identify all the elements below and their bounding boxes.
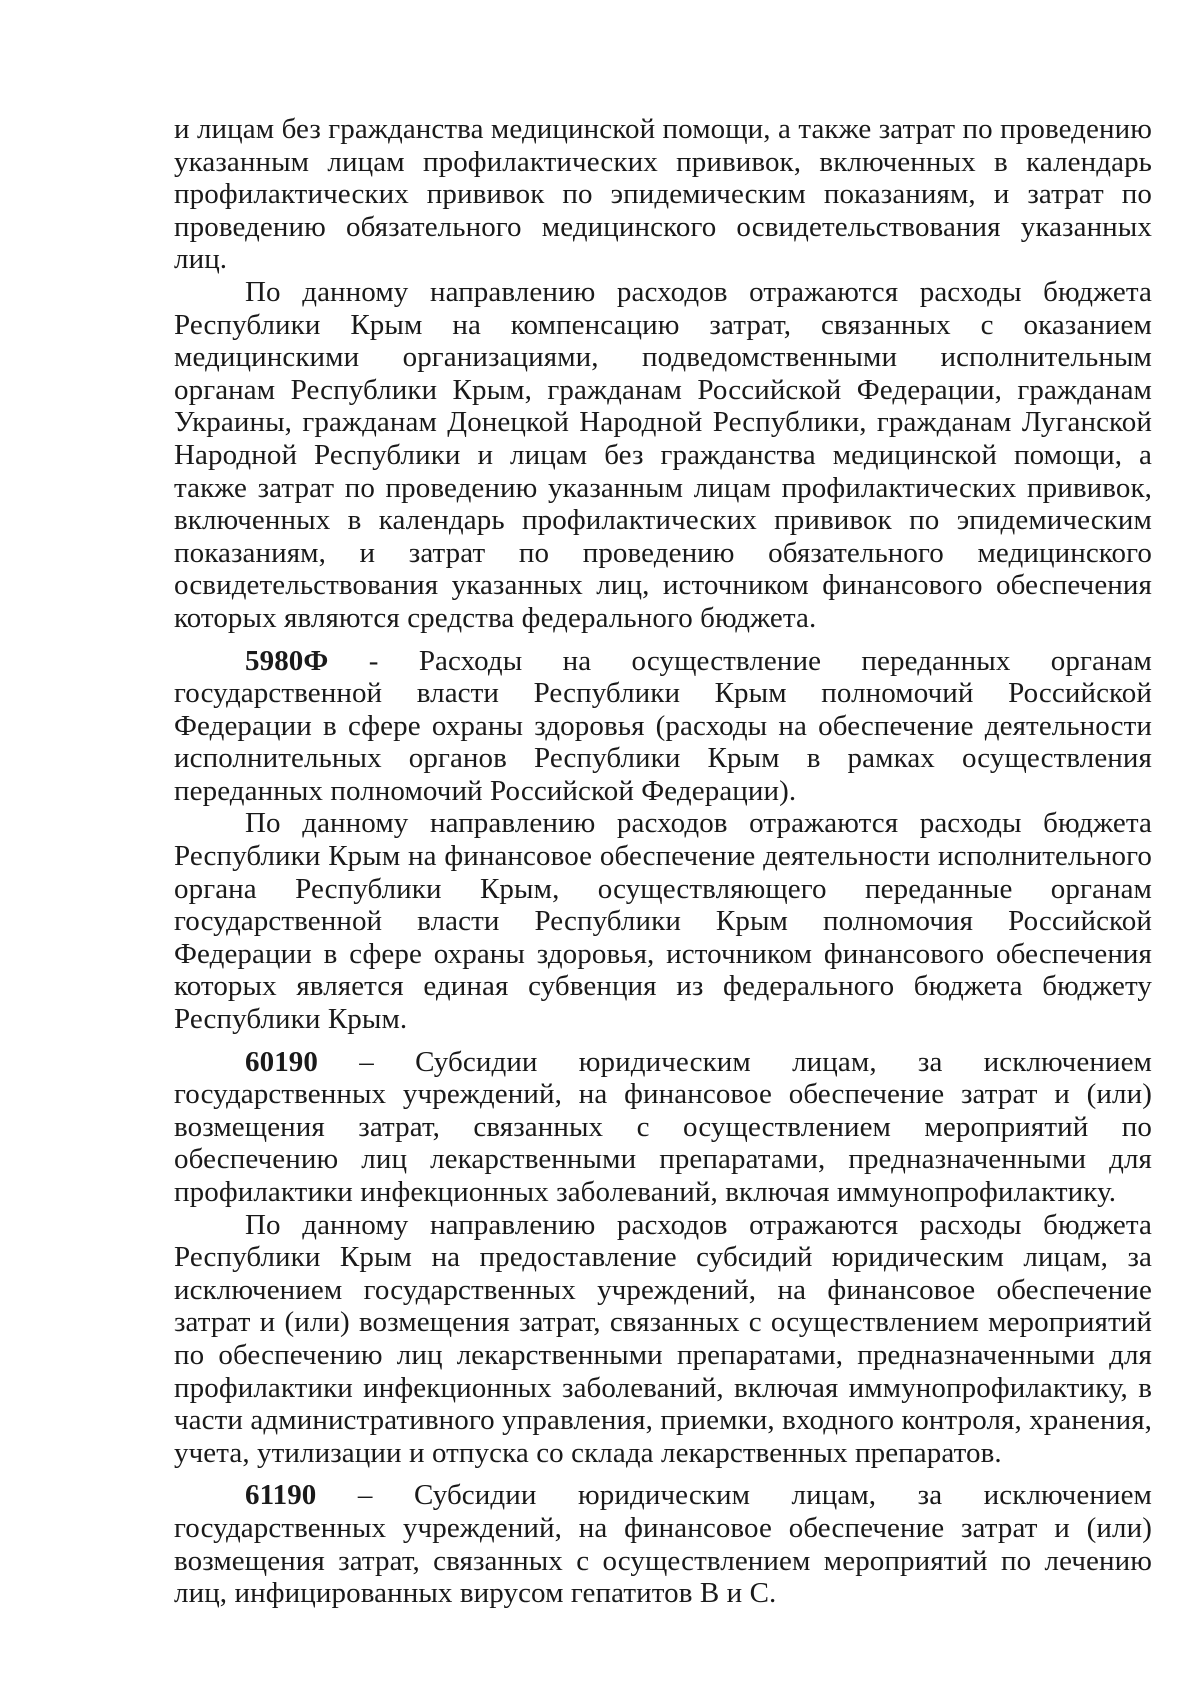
paragraph-continuation — [174, 113, 1152, 276]
paragraph-description — [174, 276, 1152, 635]
expense-code: 60190 — [245, 1045, 318, 1078]
paragraph-text: Субсидии юридическим лицам, за исключением государственных учреждений, на финансовое обеспечение затрат и (или) возмещения затрат, связанных с осуществлением мероприятий по обеспечению лиц лекарственными препаратами, предназначенными для профилактики инфекционных заболеваний, включая иммунопрофилактику. — [174, 1045, 1152, 1208]
paragraph-code-60190 — [174, 1046, 1152, 1209]
code-separator: – — [318, 1045, 416, 1078]
code-separator: - — [328, 644, 419, 677]
paragraph-text: По данному направлению расходов отражаются расходы бюджета Республики Крым на предоставление субсидий юридическим лицам, за исключением государственных учреждений, на финансовое обеспечение затрат и (или) возмещения затрат, связанных с осуществлением мероприятий по обеспечению лиц лекарственными препаратами, предназначенными для профилактики инфекционных заболеваний, включая иммунопрофилактику, в части административного управления, приемки, входного контроля, хранения, учета, утилизации и отпуска со склада лекарственных препаратов. — [174, 1208, 1152, 1469]
paragraph-text: и лицам без гражданства медицинской помощи, а также затрат по проведению указанным лицам профилактических прививок, включенных в календарь профилактических прививок по эпидемическим показаниям, и затрат по проведению обязательного медицинского освидетельствования указанных лиц. — [174, 113, 1152, 276]
paragraph-text: По данному направлению расходов отражаются расходы бюджета Республики Крым на финансовое обеспечение деятельности исполнительного органа Республики Крым, осуществляющего переданные органам государственной власти Республики Крым полномочия Российской Федерации в сфере охраны здоровья, источником финансового обеспечения которых является единая субвенция из федерального бюджета бюджету Республики Крым. — [174, 807, 1152, 1036]
code-separator: – — [316, 1479, 415, 1512]
paragraph-code-5980F — [174, 645, 1152, 808]
paragraph-text: Расходы на осуществление переданных органам государственной власти Республики Крым полномочий Российской Федерации в сфере охраны здоровья (расходы на обеспечение деятельности исполнительных органов Республики Крым в рамках осуществления переданных полномочий Российской Федерации). — [174, 644, 1152, 807]
document-page — [174, 113, 1152, 1610]
expense-code: 61190 — [245, 1479, 317, 1512]
paragraph-code-61190 — [174, 1479, 1152, 1609]
paragraph-description — [174, 1209, 1152, 1470]
paragraph-text: Субсидии юридическим лицам, за исключением государственных учреждений, на финансовое обеспечение затрат и (или) возмещения затрат, связанных с осуществлением мероприятий по лечению лиц, инфицированных вирусом гепатитов В и С. — [174, 1479, 1152, 1610]
paragraph-description — [174, 807, 1152, 1035]
paragraph-text: По данному направлению расходов отражаются расходы бюджета Республики Крым на компенсацию затрат, связанных с оказанием медицинскими организациями, подведомственными исполнительным органам Республики Крым, гражданам Российской Федерации, гражданам Украины, гражданам Донецкой Народной Республики, гражданам Луганской Народной Республики и лицам без гражданства медицинской помощи, а также затрат по проведению указанным лицам профилактических прививок, включенных в календарь профилактических прививок по эпидемическим показаниям, и затрат по проведению обязательного медицинского освидетельствования указанных лиц, источником финансового обеспечения которых являются средства федерального бюджета. — [174, 275, 1152, 634]
expense-code: 5980Ф — [245, 644, 329, 677]
